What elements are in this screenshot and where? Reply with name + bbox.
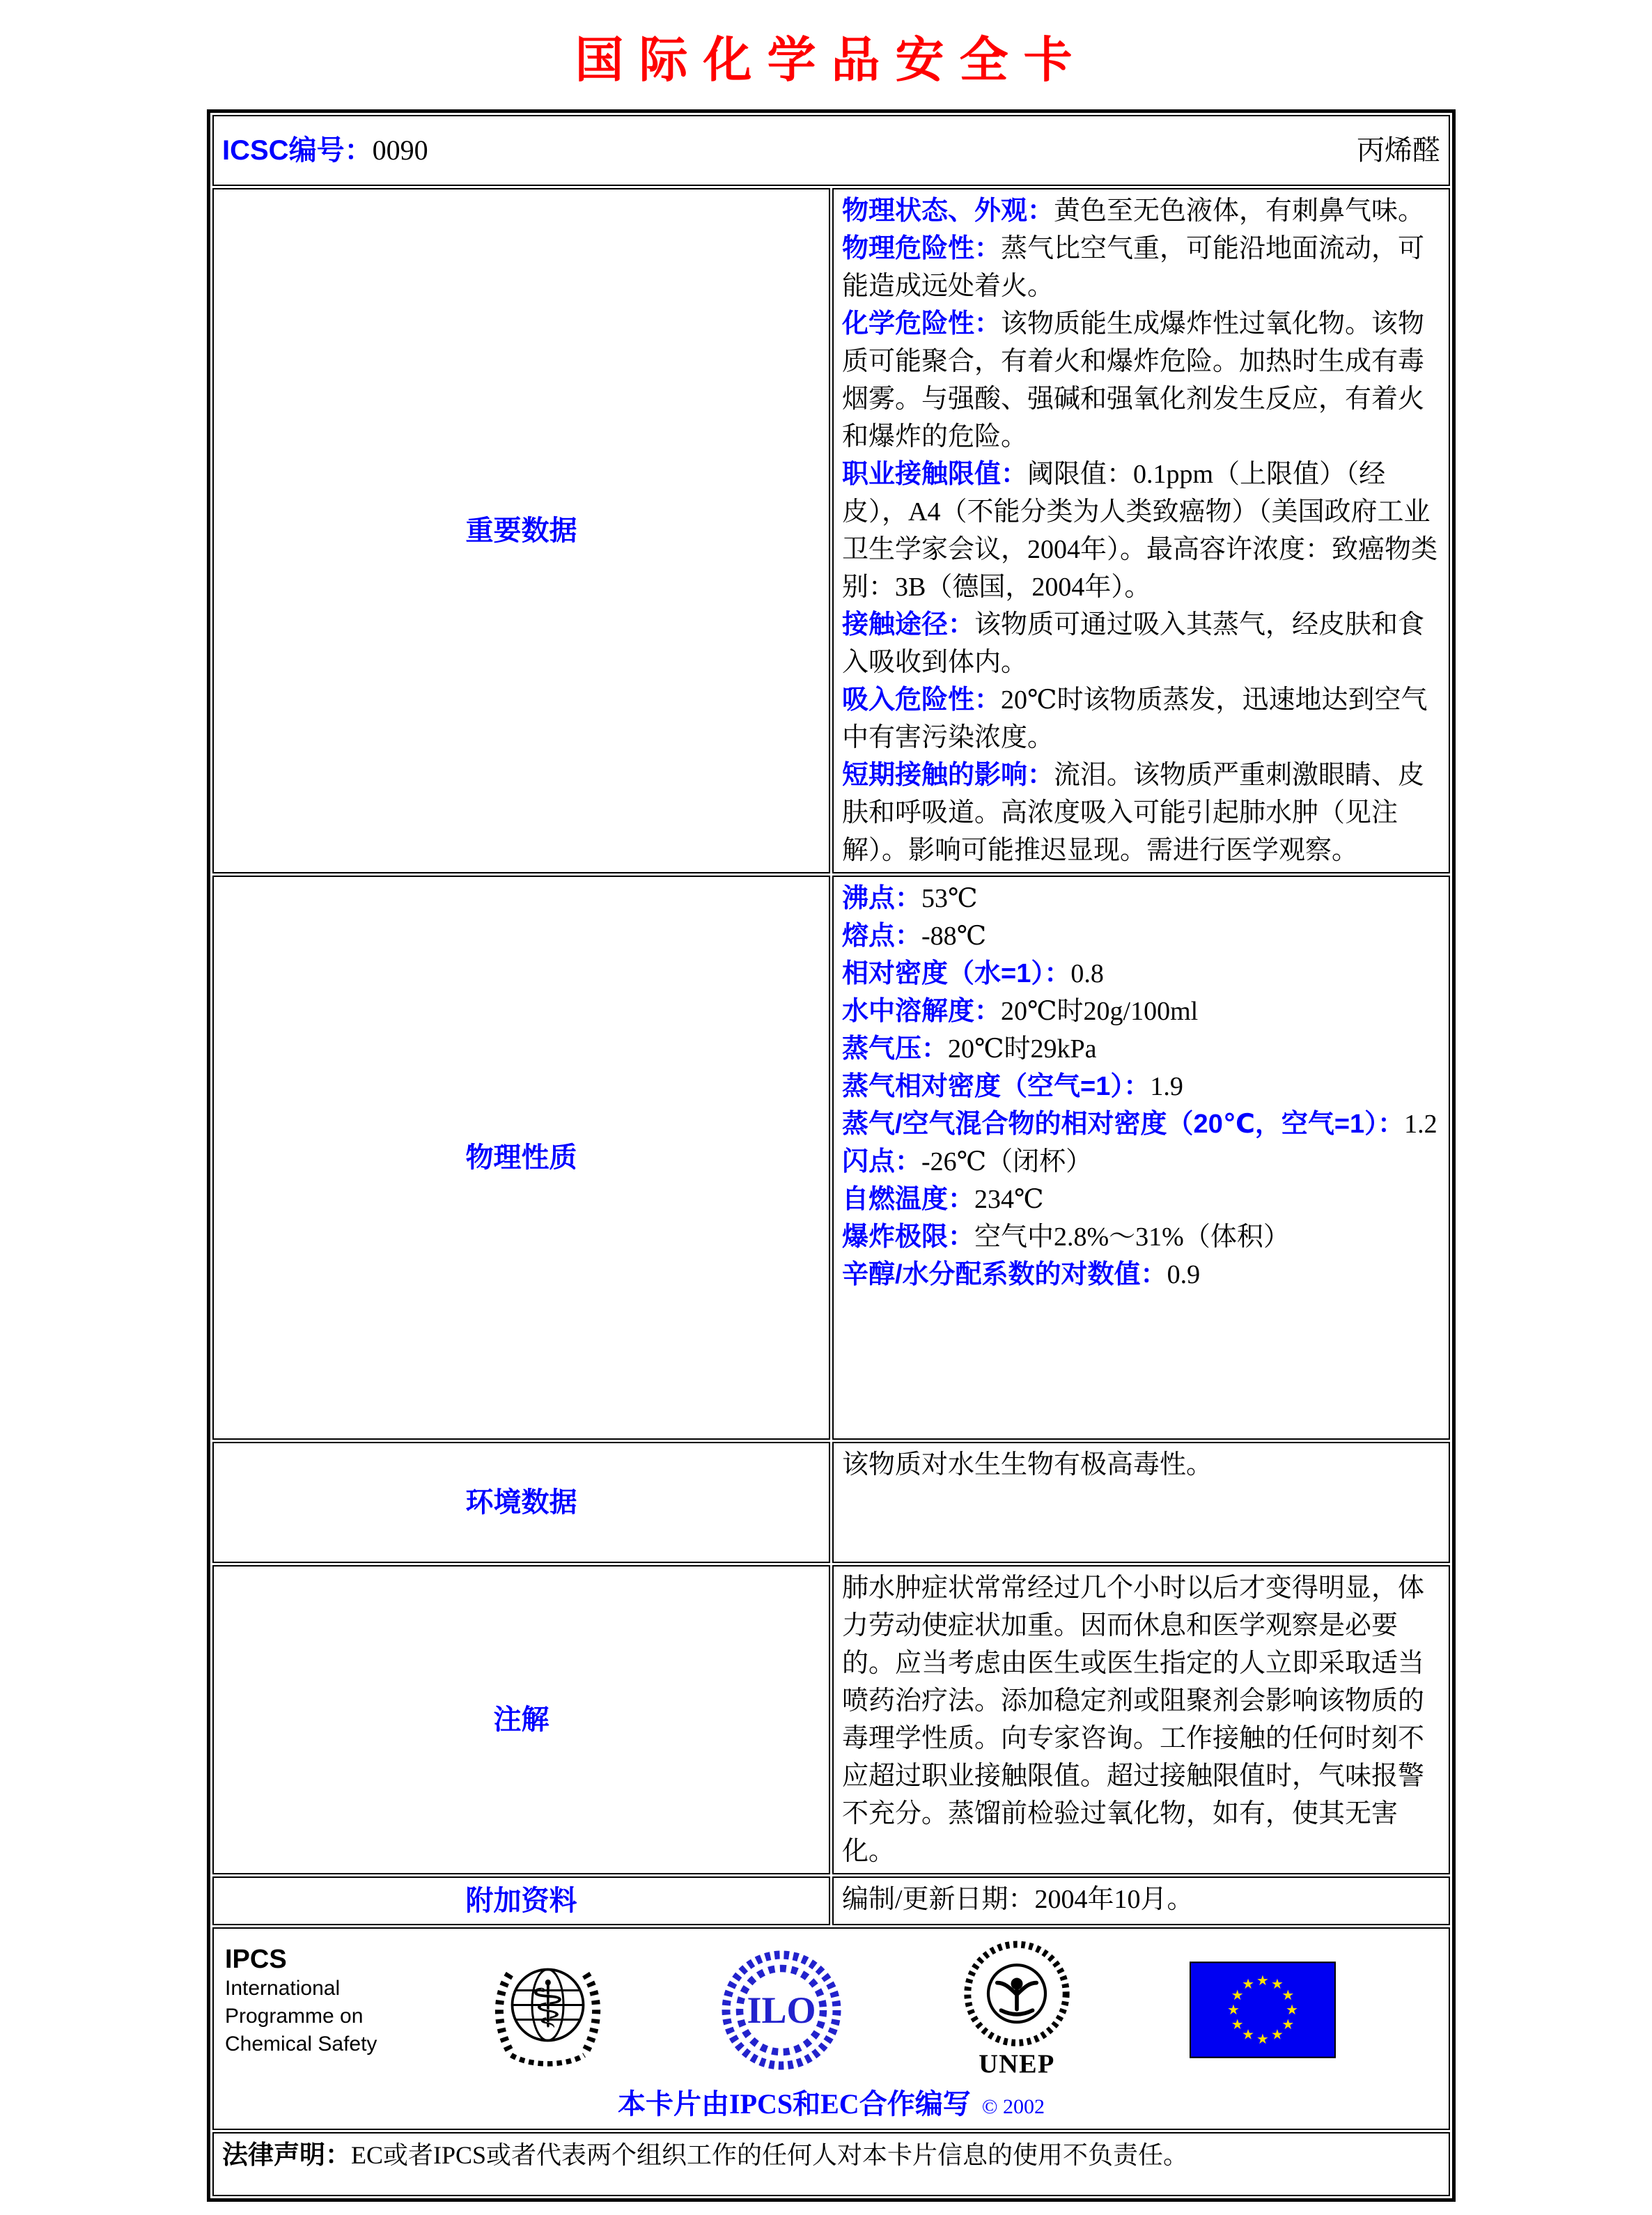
legal-notice-cell	[212, 2132, 1450, 2196]
important-item	[842, 305, 1440, 456]
important-item-value: 黄色至无色液体，有刺鼻气味。	[1054, 196, 1425, 226]
ipcs-acronym: IPCS	[225, 1945, 287, 1974]
svg-text:★: ★	[1227, 2000, 1240, 2018]
logos-cell	[212, 1927, 1450, 2130]
section-content-environmental-data	[832, 1442, 1450, 1563]
physical-item-value: -88℃	[921, 922, 987, 951]
important-item-label: 接触途径：	[842, 610, 975, 639]
section-label-text: 附加资料	[465, 1885, 577, 1916]
physical-item-label: 蒸气/空气混合物的相对密度（20℃，空气=1）：	[842, 1110, 1405, 1139]
svg-text:★: ★	[1271, 1975, 1284, 1993]
section-content-important-data	[832, 188, 1450, 873]
section-label-text: 物理性质	[465, 1142, 577, 1173]
svg-text:★: ★	[1231, 2015, 1244, 2033]
ipcs-line: Programme on	[225, 2005, 364, 2028]
icsc-number-group	[222, 132, 428, 170]
section-label-important-data	[212, 188, 830, 873]
physical-item-value: 1.9	[1150, 1072, 1183, 1101]
legal-notice-text: EC或者IPCS或者代表两个组织工作的任何人对本卡片信息的使用不负责任。	[351, 2141, 1189, 2169]
svg-text:★: ★	[1256, 1971, 1269, 1989]
unep-letters: UNEP	[979, 2049, 1055, 2079]
section-content-additional-info	[832, 1876, 1450, 1925]
physical-item	[842, 1030, 1440, 1068]
physical-item-value: 1.2	[1404, 1110, 1437, 1139]
row-important-data	[212, 188, 1450, 873]
svg-text:★: ★	[1281, 1986, 1295, 2003]
important-item-value: 流泪。该物质严重刺激眼睛、皮肤和呼吸道。高浓度吸入可能引起肺水肿（见注解）。影响可能推迟显现。需进行医学观察。	[842, 761, 1425, 865]
physical-item	[842, 1256, 1440, 1293]
physical-item-value: 20℃时20g/100ml	[1001, 997, 1199, 1026]
cooperation-caption-text: 本卡片由IPCS和EC合作编写	[618, 2088, 971, 2120]
svg-text:★: ★	[1242, 2026, 1254, 2043]
svg-text:★: ★	[1256, 2030, 1269, 2047]
physical-item-value: -26℃（闭杯）	[921, 1147, 1093, 1176]
important-item	[842, 756, 1440, 869]
svg-text:★: ★	[1231, 1986, 1244, 2003]
ipcs-text-block	[225, 1938, 377, 2058]
svg-text:★: ★	[1242, 1975, 1254, 1993]
ipcs-line: International	[225, 1977, 341, 2000]
ilo-logo-icon	[719, 1948, 844, 2073]
physical-item-value: 0.9	[1167, 1260, 1201, 1289]
important-item-label: 物理状态、外观：	[842, 196, 1054, 226]
ilo-letters: ILO	[747, 1989, 816, 2031]
physical-item-label: 自燃温度：	[842, 1185, 975, 1214]
physical-item	[842, 1105, 1440, 1143]
physical-item-label: 沸点：	[842, 884, 922, 913]
physical-item-value: 234℃	[974, 1185, 1044, 1214]
legal-notice	[222, 2136, 1440, 2174]
important-item-label: 短期接触的影响：	[842, 761, 1054, 790]
notes-text: 肺水肿症状常常经过几个小时以后才变得明显，体力劳动使症状加重。因而休息和医学观察是必要的。应当考虑由医生或医生指定的人立即采取适当喷药治疗法。添加稳定剂或阻聚剂会影响该物质的毒理学性质。向专家咨询。工作接触的任何时刻不应超过职业接触限值。超过接触限值时，气味报警不充分。蒸馏前检验过氧化物，如有，使其无害化。	[842, 1573, 1425, 1866]
important-item	[842, 192, 1440, 230]
section-label-text: 注解	[493, 1704, 550, 1735]
svg-text:⚕: ⚕	[530, 1966, 566, 2042]
physical-item-label: 蒸气相对密度（空气=1）：	[842, 1072, 1151, 1101]
important-item-value: 该物质能生成爆炸性过氧化物。该物质可能聚合，有着火和爆炸危险。加热时生成有毒烟雾。与强酸、强碱和强氧化剂发生反应，有着火和爆炸的危险。	[842, 309, 1425, 451]
physical-item-value: 53℃	[921, 884, 978, 913]
physical-item	[842, 1181, 1440, 1218]
physical-item	[842, 917, 1440, 955]
additional-info-text: 编制/更新日期：2004年10月。	[842, 1885, 1194, 1914]
physical-item-label: 水中溶解度：	[842, 997, 1002, 1026]
important-item	[842, 456, 1440, 606]
important-item	[842, 681, 1440, 756]
physical-item	[842, 880, 1440, 917]
cooperation-caption	[222, 2085, 1440, 2126]
physical-item-value: 空气中2.8%～31%（体积）	[974, 1222, 1290, 1252]
important-item-label: 化学危险性：	[842, 309, 1002, 339]
environmental-data-text: 该物质对水生生物有极高毒性。	[842, 1450, 1213, 1479]
physical-item-label: 蒸气压：	[842, 1034, 949, 1064]
legal-notice-label: 法律声明：	[222, 2140, 351, 2169]
important-item	[842, 606, 1440, 681]
important-item-label: 职业接触限值：	[842, 460, 1028, 489]
row-logos	[212, 1927, 1450, 2130]
physical-item-value: 20℃时29kPa	[948, 1034, 1097, 1064]
card-header-cell	[212, 115, 1450, 186]
section-label-physical-properties	[212, 876, 830, 1440]
row-physical-properties	[212, 876, 1450, 1440]
section-content-notes	[832, 1565, 1450, 1874]
physical-item-label: 相对密度（水=1）：	[842, 959, 1071, 988]
physical-item	[842, 1068, 1440, 1105]
section-label-text: 重要数据	[465, 515, 577, 546]
important-item-value: 20℃时该物质蒸发，迅速地达到空气中有害污染浓度。	[842, 685, 1428, 752]
section-label-text: 环境数据	[465, 1486, 577, 1518]
unep-logo-icon	[958, 1938, 1076, 2081]
section-label-notes	[212, 1565, 830, 1874]
icsc-number-label: ICSC编号：	[222, 134, 373, 166]
card-header-row	[212, 115, 1450, 186]
row-notes	[212, 1565, 1450, 1874]
physical-item	[842, 1218, 1440, 1256]
eu-flag-icon	[1190, 1961, 1336, 2058]
important-item-label: 物理危险性：	[842, 234, 1002, 263]
section-label-additional-info	[212, 1876, 830, 1925]
important-item-label: 吸入危险性：	[842, 685, 1002, 715]
important-item-value: 阈限值：0.1ppm（上限值）（经皮），A4（不能分类为人类致癌物）（美国政府工业卫生学家会议，2004年）。最高容许浓度：致癌物类别：3B（德国，2004年）。	[842, 460, 1438, 602]
physical-item	[842, 993, 1440, 1030]
section-content-physical-properties	[832, 876, 1450, 1440]
card-content	[207, 21, 1456, 2202]
important-item-value: 蒸气比空气重，可能沿地面流动，可能造成远处着火。	[842, 234, 1425, 301]
logos-strip	[222, 1932, 1440, 2081]
physical-item-label: 爆炸极限：	[842, 1222, 975, 1252]
svg-text:★: ★	[1281, 2015, 1295, 2033]
ipcs-line: Chemical Safety	[225, 2033, 377, 2055]
chemical-name: 丙烯醛	[1357, 134, 1440, 166]
physical-item-label: 熔点：	[842, 922, 922, 951]
icsc-number-value: 0090	[372, 134, 428, 166]
copyright-text: © 2002	[981, 2095, 1045, 2118]
physical-item-label: 闪点：	[842, 1147, 922, 1176]
icsc-card-table	[207, 109, 1456, 2202]
important-item-value: 该物质可通过吸入其蒸气，经皮肤和食入吸收到体内。	[842, 610, 1425, 677]
section-label-environmental-data	[212, 1442, 830, 1563]
page-title: 国际化学品安全卡	[575, 31, 1088, 88]
physical-item-value: 0.8	[1070, 959, 1104, 988]
svg-text:★: ★	[1271, 2026, 1284, 2043]
row-additional-info	[212, 1876, 1450, 1925]
row-environmental-data	[212, 1442, 1450, 1563]
important-item	[842, 230, 1440, 305]
physical-item-label: 辛醇/水分配系数的对数值：	[842, 1260, 1167, 1289]
svg-text:★: ★	[1286, 2000, 1298, 2018]
physical-item	[842, 1143, 1440, 1181]
row-legal-notice	[212, 2132, 1450, 2196]
who-logo-icon	[490, 1944, 605, 2076]
physical-item	[842, 955, 1440, 993]
